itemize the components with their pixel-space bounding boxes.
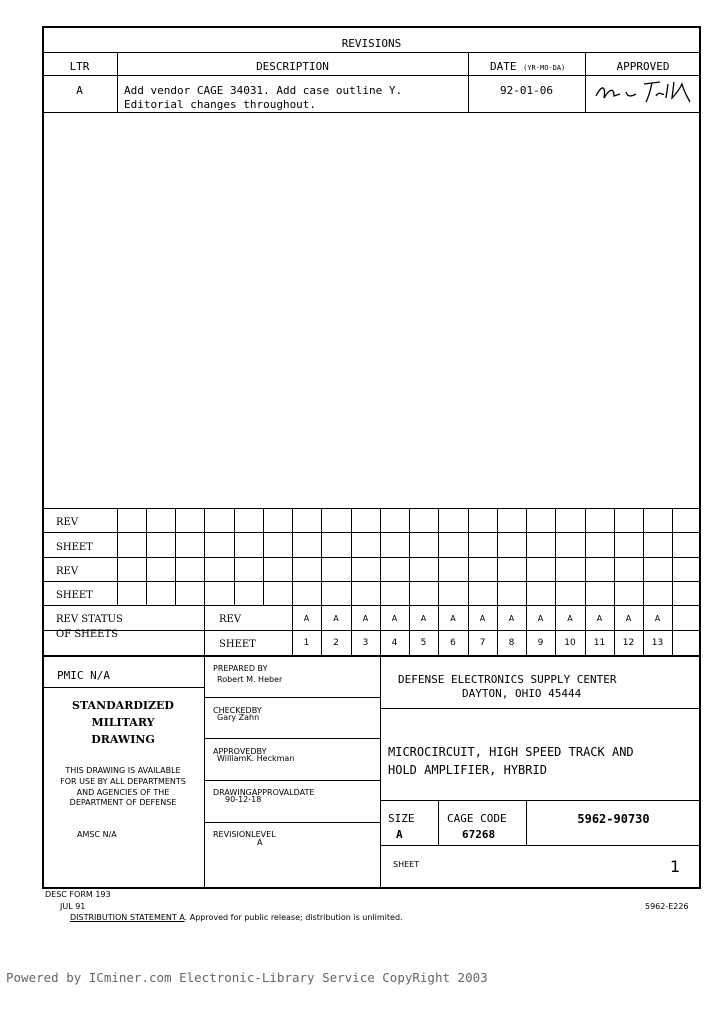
- agency-address: DAYTON, OHIO 45444: [462, 687, 582, 700]
- grid-row-label: REV: [56, 517, 79, 528]
- sheet-number: 7: [479, 638, 486, 648]
- size-label: SIZE: [388, 812, 415, 825]
- distribution-statement: DISTRIBUTION STATEMENT A. Approved for public release; distribution is unlimited.: [70, 913, 403, 922]
- sheet-number: 6: [450, 638, 456, 648]
- drawing-title: MICROCIRCUIT, HIGH SPEED TRACK AND: [388, 745, 634, 759]
- sheet-rev: A: [654, 614, 661, 623]
- sheet-number: 8: [508, 638, 515, 648]
- approved-value: WilliamK. Heckman: [217, 754, 295, 763]
- size-value: A: [396, 828, 403, 841]
- sheet-rev: A: [567, 614, 573, 623]
- approval-date-value: 90-12-18: [225, 795, 262, 804]
- sheet-number: 3: [362, 638, 369, 648]
- drawing-title-2: HOLD AMPLIFIER, HYBRID: [388, 763, 547, 777]
- pmic: PMIC N/A: [57, 669, 110, 682]
- sheet-number: 5: [420, 638, 427, 648]
- sheet-border: [42, 26, 701, 889]
- sheet-value: 1: [670, 857, 681, 876]
- revision-date: 92-01-06: [500, 84, 553, 97]
- approval-signature: [592, 76, 696, 110]
- sheet-number: 2: [333, 638, 339, 648]
- sheet-label: SHEET: [393, 860, 420, 869]
- prepared-label: PREPARED BY: [213, 664, 268, 673]
- col-approved: APPROVED: [616, 60, 670, 73]
- sheet-number: 4: [391, 638, 398, 648]
- prepared-value: Robert M. Heber: [217, 675, 283, 684]
- rev-status-label-2: OF SHEETS: [56, 629, 119, 640]
- approved-label: APPROVEDBY: [213, 747, 267, 756]
- notice-line: THIS DRAWING IS AVAILABLE: [65, 766, 181, 775]
- drawing-title-word: DRAWING: [91, 733, 155, 746]
- sheet-rev: A: [479, 614, 486, 623]
- status-rev-label: REV: [219, 614, 242, 625]
- form-number: DESC FORM 193: [45, 890, 111, 899]
- form-code: 5962-E226: [645, 902, 689, 911]
- cage-label: CAGE CODE: [447, 812, 507, 825]
- col-date: DATE (YR-MO-DA): [490, 60, 566, 73]
- sheet-number: 11: [593, 638, 606, 648]
- revision-level-label: REVISIONLEVEL: [213, 830, 276, 839]
- sheet-number: 12: [622, 638, 635, 648]
- revision-level-value: A: [257, 838, 263, 847]
- approval-date-label: DRAWINGAPPROVALDATE: [213, 788, 315, 797]
- sheet-rev: A: [508, 614, 515, 623]
- grid-row-label: SHEET: [56, 542, 93, 553]
- notice-line: DEPARTMENT OF DEFENSE: [69, 798, 177, 807]
- revision-description: Add vendor CAGE 34031. Add case outline Y.: [124, 84, 403, 97]
- sheet-rev: A: [625, 614, 632, 623]
- sheet-rev: A: [391, 614, 398, 623]
- sheet-rev: A: [420, 614, 427, 623]
- revision-ltr: A: [76, 84, 83, 97]
- drawing-number: 5962-90730: [577, 812, 650, 826]
- sheet-rev: A: [450, 614, 456, 623]
- col-description: DESCRIPTION: [256, 60, 329, 73]
- grid-row-label: REV: [56, 566, 79, 577]
- cage-value: 67268: [462, 828, 496, 841]
- sheet-rev: A: [333, 614, 339, 623]
- form-date: JUL 91: [60, 902, 86, 911]
- sheet-number: 10: [564, 638, 576, 648]
- agency-name: DEFENSE ELECTRONICS SUPPLY CENTER: [398, 673, 617, 686]
- notice-line: FOR USE BY ALL DEPARTMENTS: [60, 777, 186, 786]
- sheet-number: 13: [651, 638, 664, 648]
- rev-status-label: REV STATUS: [56, 614, 123, 625]
- watermark: Powered by ICminer.com Electronic-Library Service CopyRight 2003: [6, 970, 488, 985]
- revisions-title: REVISIONS: [341, 37, 402, 50]
- amsc: AMSC N/A: [77, 830, 117, 839]
- sheet-rev: A: [596, 614, 603, 623]
- grid-row-label: SHEET: [56, 590, 93, 601]
- checked-value: Gary Zahn: [217, 713, 260, 722]
- revision-description-2: Editorial changes throughout.: [124, 98, 317, 111]
- sheet-number: 9: [537, 638, 544, 648]
- checked-label: CHECKEDBY: [213, 706, 262, 715]
- sheet-rev: A: [303, 614, 310, 623]
- standardized-title: STANDARDIZED: [72, 699, 174, 712]
- sheet-rev: A: [362, 614, 369, 623]
- sheet-rev: A: [537, 614, 544, 623]
- status-sheet-label: SHEET: [219, 639, 256, 650]
- sheet-number: 1: [303, 638, 310, 648]
- col-ltr: LTR: [69, 60, 90, 73]
- notice-line: AND AGENCIES OF THE: [76, 788, 170, 797]
- military-title: MILITARY: [91, 716, 155, 729]
